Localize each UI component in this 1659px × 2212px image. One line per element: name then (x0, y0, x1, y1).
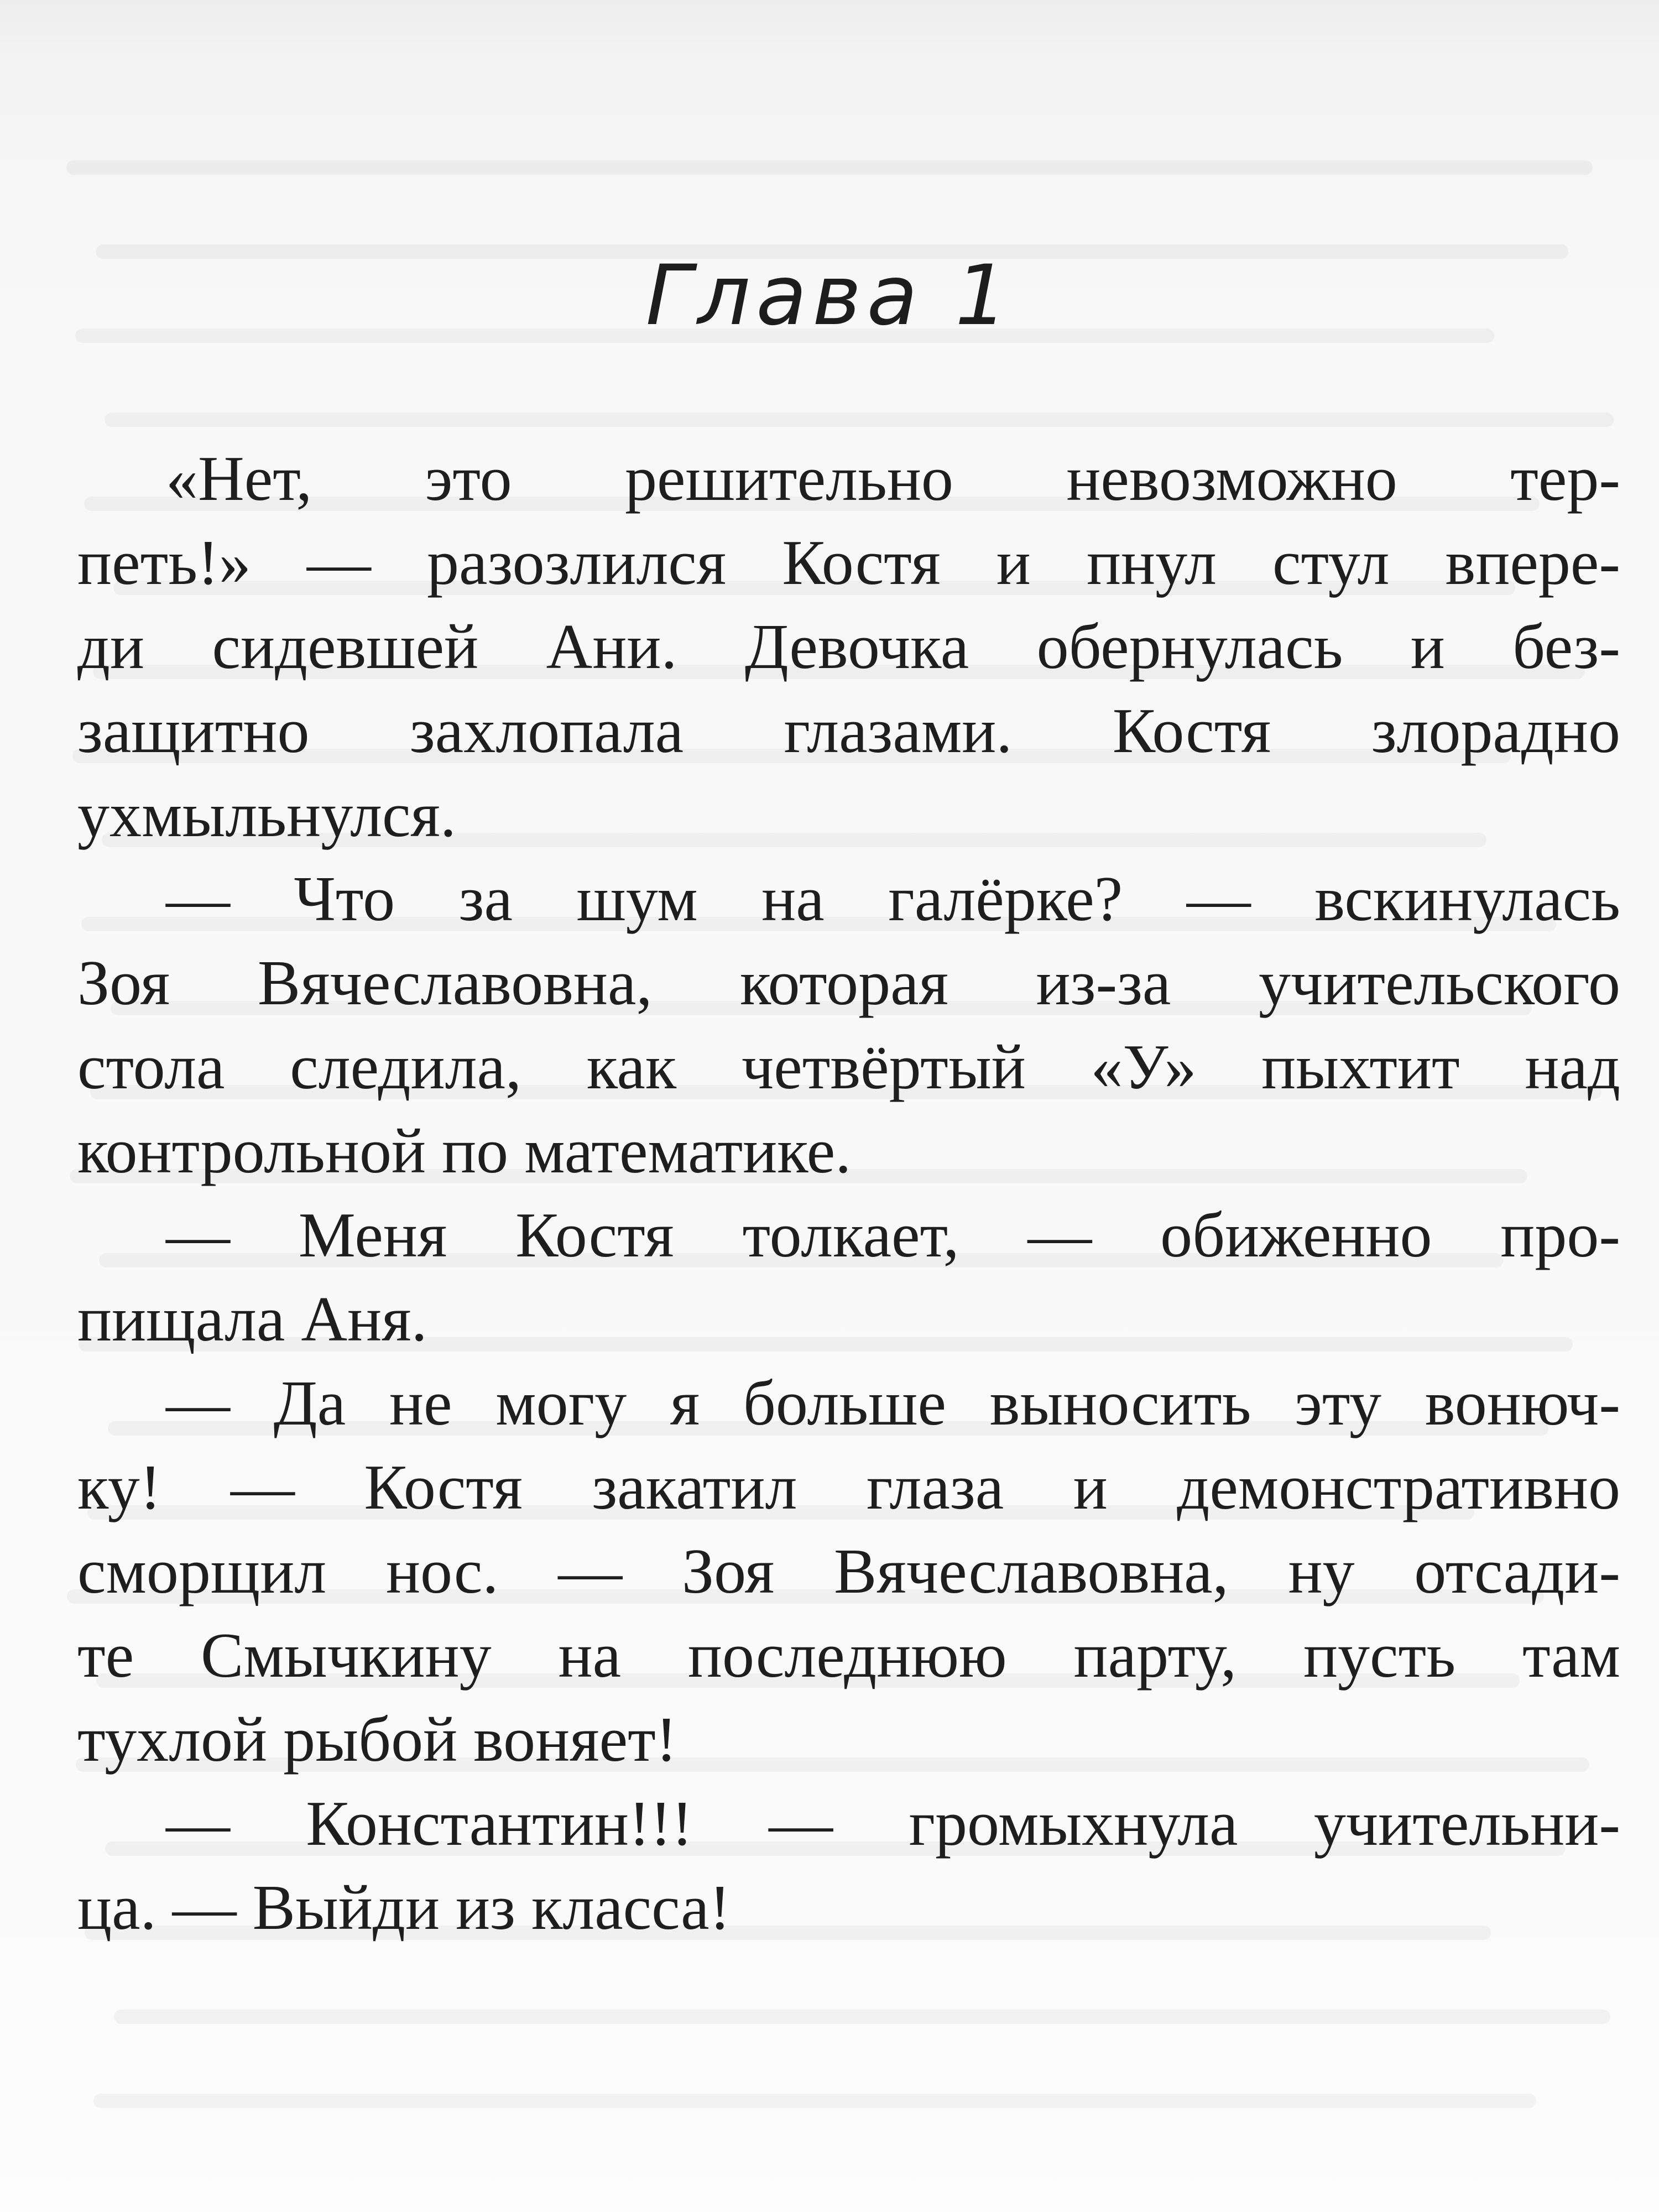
bleed-through-line (105, 413, 1614, 427)
bleed-through-line (93, 2094, 1536, 2108)
text-line: Зоя Вячеславовна, которая из-за учительского (77, 948, 1620, 1019)
text-line: — Да не могу я больше выносить эту вонюч- (166, 1368, 1620, 1439)
text-line: — Меня Костя толкает, — обиженно про- (166, 1200, 1620, 1271)
text-line: ку! — Костя закатил глаза и демонстративно (77, 1452, 1620, 1523)
text-line: ухмыльнулся. (77, 780, 456, 851)
text-line: защитно захлопала глазами. Костя злорадно (77, 696, 1620, 766)
text-line: ца. — Выйди из класса! (77, 1872, 731, 1943)
text-line: пищала Аня. (77, 1284, 427, 1355)
text-line: стола следила, как четвёртый «У» пыхтит над (77, 1032, 1620, 1103)
text-line: сморщил нос. — Зоя Вячеславовна, ну отсади- (77, 1536, 1620, 1607)
bleed-through-line (66, 160, 1593, 175)
text-line: «Нет, это решительно невозможно тер- (166, 444, 1620, 514)
text-line: — Что за шум на галёрке? — вскинулась (166, 864, 1620, 935)
text-line: ди сидевшей Ани. Девочка обернулась и без- (77, 612, 1620, 682)
chapter-title: Глава 1 (645, 248, 1014, 344)
text-line: — Константин!!! — громыхнула учительни- (166, 1788, 1620, 1859)
text-line: те Смычкину на последнюю парту, пусть там (77, 1620, 1620, 1691)
chapter-body-text (77, 437, 1620, 1950)
text-line: контрольной по математике. (77, 1116, 852, 1187)
text-line: петь!» — разозлился Костя и пнул стул впере- (77, 528, 1620, 598)
text-line: тухлой рыбой воняет! (77, 1704, 677, 1775)
bleed-through-line (114, 2010, 1610, 2024)
